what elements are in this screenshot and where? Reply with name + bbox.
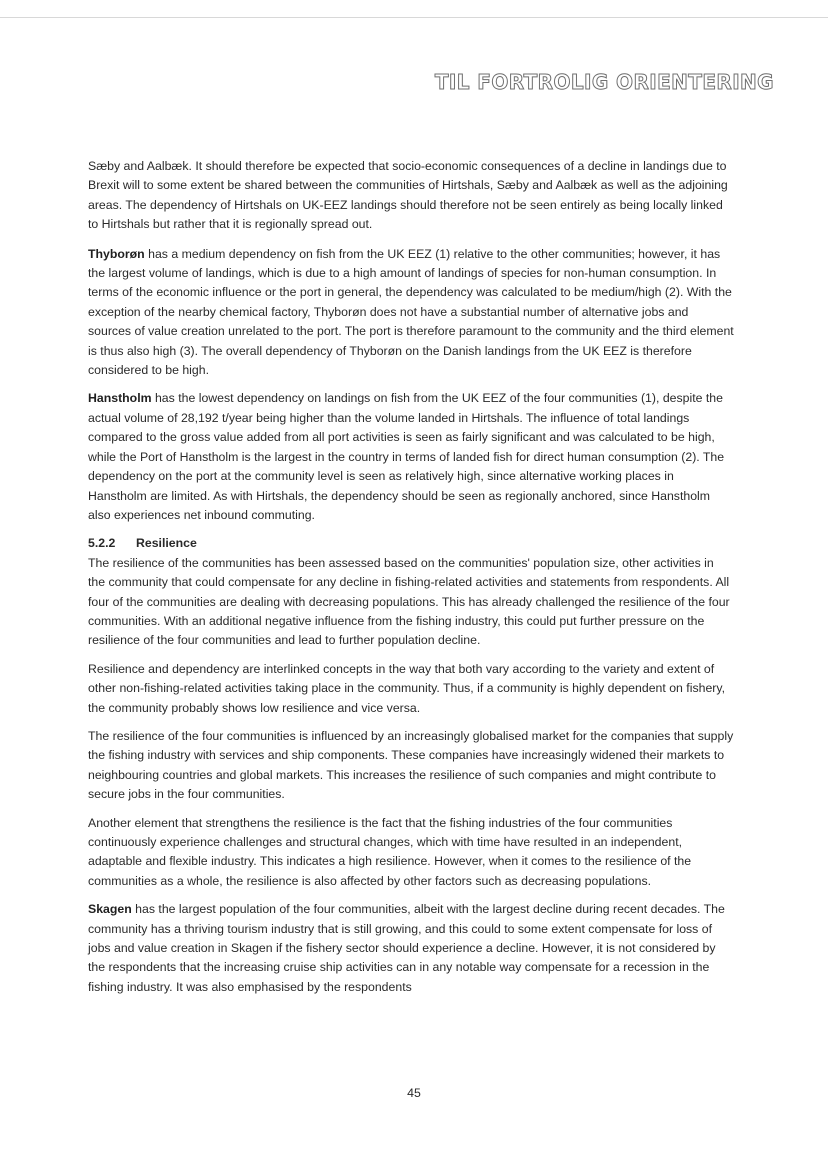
document-body	[88, 157, 734, 1006]
paragraph-text: The resilience of the communities has been assessed based on the communities' population size, other activities in the community that could compensate for any decline in fishing-related activities and statements from respondents. All four of the communities are dealing with decreasing populations. This has already challenged the resilience of the four communities. With an additional negative influence from the fishing industry, this could put further pressure on the resilience of the four communities and lead to further population decline.	[88, 555, 730, 648]
paragraph-structural-changes	[88, 814, 734, 892]
paragraph-globalised-market	[88, 727, 734, 805]
section-number: 5.2.2	[88, 536, 116, 551]
paragraph-skagen	[88, 900, 734, 997]
paragraph-text: has the largest population of the four communities, albeit with the largest decline during recent decades. The community has a thriving tourism industry that is still growing, and this could to some extent compensate for loss of jobs and value creation in Skagen if the fishery sector should experience a decline. However, it is not considered by the respondents that the increasing cruise ship activities can in any notable way compensate for a recession in the fishing industry. It was also emphasised by the respondents	[88, 902, 725, 994]
community-name-hanstholm: Hanstholm	[88, 391, 152, 406]
confidentiality-stamp: TIL FORTROLIG ORIENTERING	[434, 70, 774, 94]
paragraph-text: Resilience and dependency are interlinked concepts in the way that both vary according to the variety and extent of other non-fishing-related activities taking place in the community. Thus, if a community is highly dependent on fishery, the community probably shows low resilience and vice versa.	[88, 661, 726, 715]
paragraph-hanstholm	[88, 389, 734, 525]
paragraph-text: Another element that strengthens the resilience is the fact that the fishing industries of the four communities continuously experience challenges and structural changes, which with time have resulted in an independent, adaptable and flexible industry. This indicates a high resilience. However, when it comes to the resilience of the communities as a whole, the resilience is also affected by other factors such as decreasing populations.	[88, 815, 692, 888]
section-heading-resilience	[88, 534, 734, 553]
top-rule	[0, 17, 828, 18]
paragraph-saeby-aalbaek	[88, 157, 734, 235]
section-title: Resilience	[136, 536, 197, 551]
community-name-thyboron: Thyborøn	[88, 246, 145, 261]
page-number: 45	[407, 1086, 421, 1100]
paragraph-text: has the lowest dependency on landings on fish from the UK EEZ of the four communities (1), despite the actual volume of 28,192 t/year being higher than the volume landed in Hirtshals. The influence of total landings compared to the gross value added from all port activities is seen as fairly significant and was calculated to be high, while the Port of Hanstholm is the largest in the country in terms of landed fish for direct human consumption (2). The dependency on the port at the community level is seen as relatively high, since alternative working places in Hanstholm are limited. As with Hirtshals, the dependency should be seen as regionally anchored, since Hanstholm also experiences net inbound commuting.	[88, 391, 725, 522]
paragraph-resilience-dependency	[88, 660, 734, 718]
paragraph-text: The resilience of the four communities is influenced by an increasingly globalised market for the companies that supply the fishing industry with services and ship components. These companies have increasingly widened their markets to neighbouring countries and global markets. This increases the resilience of such companies and might contribute to secure jobs in the four communities.	[88, 728, 734, 802]
community-name-skagen: Skagen	[88, 902, 132, 917]
paragraph-text: Sæby and Aalbæk. It should therefore be expected that socio-economic consequences of a decline in landings due to Brexit will to some extent be shared between the communities of Hirtshals, Sæby and Aalbæk as well as the adjoining areas. The dependency of Hirtshals on UK-EEZ landings should therefore not be seen entirely as being locally linked to Hirtshals but rather that it is regionally spread out.	[88, 159, 728, 232]
paragraph-text: has a medium dependency on fish from the UK EEZ (1) relative to the other communities; however, it has the largest volume of landings, which is due to a high amount of landings of species for non-human consumption. In terms of the economic influence or the port in general, the dependency was calculated to be medium/high (2). With the exception of the nearby chemical factory, Thyborøn does not have a substantial number of alternative jobs and sources of value creation unrelated to the port. The port is therefore paramount to the community and the third element is thus also high (3). The overall dependency of Thyborøn on the Danish landings from the UK EEZ is therefore considered to be high.	[88, 246, 734, 378]
paragraph-resilience-assessment	[88, 554, 734, 651]
paragraph-thyboron	[88, 245, 734, 381]
